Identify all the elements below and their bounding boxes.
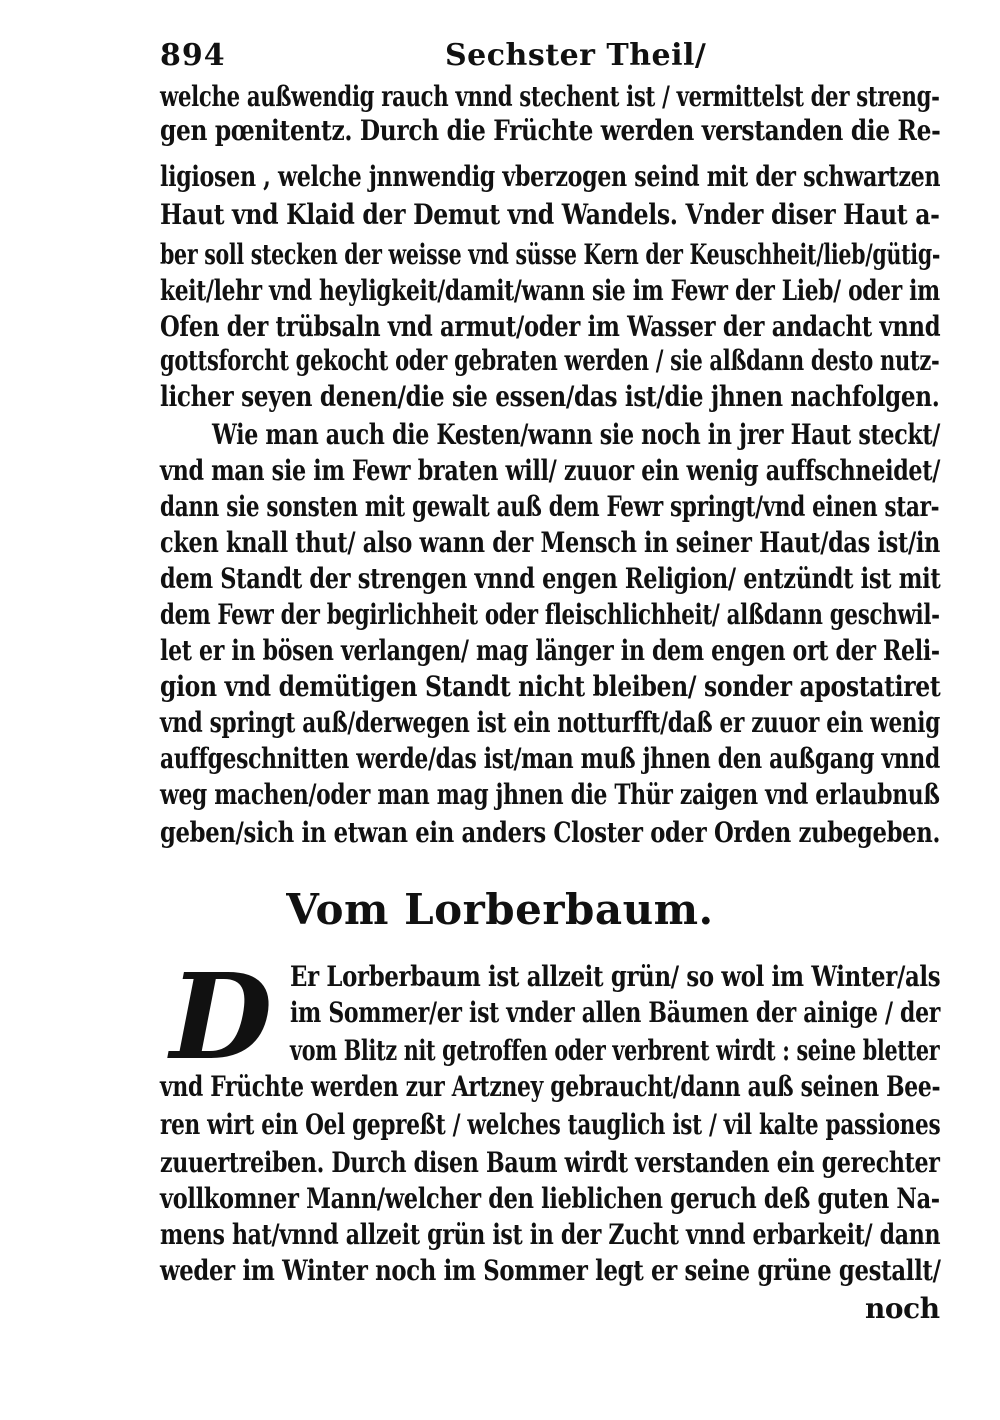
text-line: ber soll stecken der weisse vnd süsse Kern der Keuschheit/lieb/gütig- — [160, 238, 941, 271]
text-line: vollkomner Mann/welcher den lieblichen geruch deß guten Na- — [160, 1182, 940, 1215]
running-head: Sechster Theil/ — [445, 38, 707, 73]
section-heading: Vom Lorberbaum. — [286, 885, 714, 934]
text-line: gottsforcht gekocht oder gebraten werden / sie alßdann desto nutz- — [160, 344, 940, 377]
text-line: ren wirt ein Oel gepreßt / welches tauglich ist / vil kalte passiones — [160, 1108, 941, 1141]
text-line: weg machen/oder man mag jhnen die Thür zaigen vnd erlaubnuß — [160, 778, 940, 811]
page-header — [160, 38, 940, 78]
text-line: cken knall thut/ also wann der Mensch in seiner Haut/das ist/in — [160, 526, 941, 559]
text-line: Ofen der trübsaln vnd armut/oder im Wasser der andacht vnnd — [160, 310, 941, 343]
text-line: welche außwendig rauch vnnd stechent ist / vermittelst der streng- — [160, 80, 940, 113]
text-line: gion vnd demütigen Standt nicht bleiben/ sonder apostatiret — [160, 670, 941, 703]
page-number: 894 — [160, 38, 226, 73]
text-line: zuuertreiben. Durch disen Baum wirdt verstanden ein gerechter — [160, 1146, 940, 1179]
drop-cap: D — [170, 947, 273, 1086]
text-line: gen pœnitentz. Durch die Früchte werden verstanden die Re- — [160, 114, 941, 147]
text-line: vnd Früchte werden zur Artzney gebraucht/dann auß seinen Bee- — [160, 1070, 941, 1103]
text-line: weder im Winter noch im Sommer legt er seine grüne gestallt/ — [160, 1254, 941, 1287]
text-line: licher seyen denen/die sie essen/das ist/die jhnen nachfolgen. — [160, 380, 940, 413]
text-line: geben/sich in etwan ein anders Closter oder Orden zubegeben. — [160, 816, 941, 849]
catchword: noch — [865, 1292, 940, 1325]
text-line: Wie man auch die Kesten/wann sie noch in jrer Haut steckt/ — [212, 418, 941, 451]
text-line: dann sie sonsten mit gewalt auß dem Fewr springt/vnd einen star- — [160, 490, 940, 523]
text-line: vnd man sie im Fewr braten will/ zuuor ein wenig auffschneidet/ — [160, 454, 941, 487]
text-line: mens hat/vnnd allzeit grün ist in der Zucht vnnd erbarkeit/ dann — [160, 1218, 941, 1251]
text-line: vnd springt auß/derwegen ist ein notturfft/daß er zuuor ein wenig — [160, 706, 940, 739]
text-line: Haut vnd Klaid der Demut vnd Wandels. Vnder diser Haut a- — [160, 198, 940, 231]
text-line: keit/lehr vnd heyligkeit/damit/wann sie im Fewr der Lieb/ oder im — [160, 274, 940, 307]
text-line: dem Standt der strengen vnnd engen Religion/ entzündt ist mit — [160, 562, 941, 595]
text-line: ligiosen , welche jnnwendig vberzogen seind mit der schwartzen — [160, 160, 941, 193]
text-line: Er Lorberbaum ist allzeit grün/ so wol im Winter/als — [290, 960, 941, 993]
text-line: auffgeschnitten werde/das ist/man muß jhnen den außgang vnnd — [160, 742, 940, 775]
text-line: let er in bösen verlangen/ mag länger in dem engen ort der Reli- — [160, 634, 940, 667]
text-line: im Sommer/er ist vnder allen Bäumen der ainige / der — [290, 996, 941, 1029]
text-line: dem Fewr der begirlichheit oder fleischlichheit/ alßdann geschwil- — [160, 598, 940, 631]
text-line: vom Blitz nit getroffen oder verbrent wirdt : seine bletter — [290, 1034, 940, 1067]
